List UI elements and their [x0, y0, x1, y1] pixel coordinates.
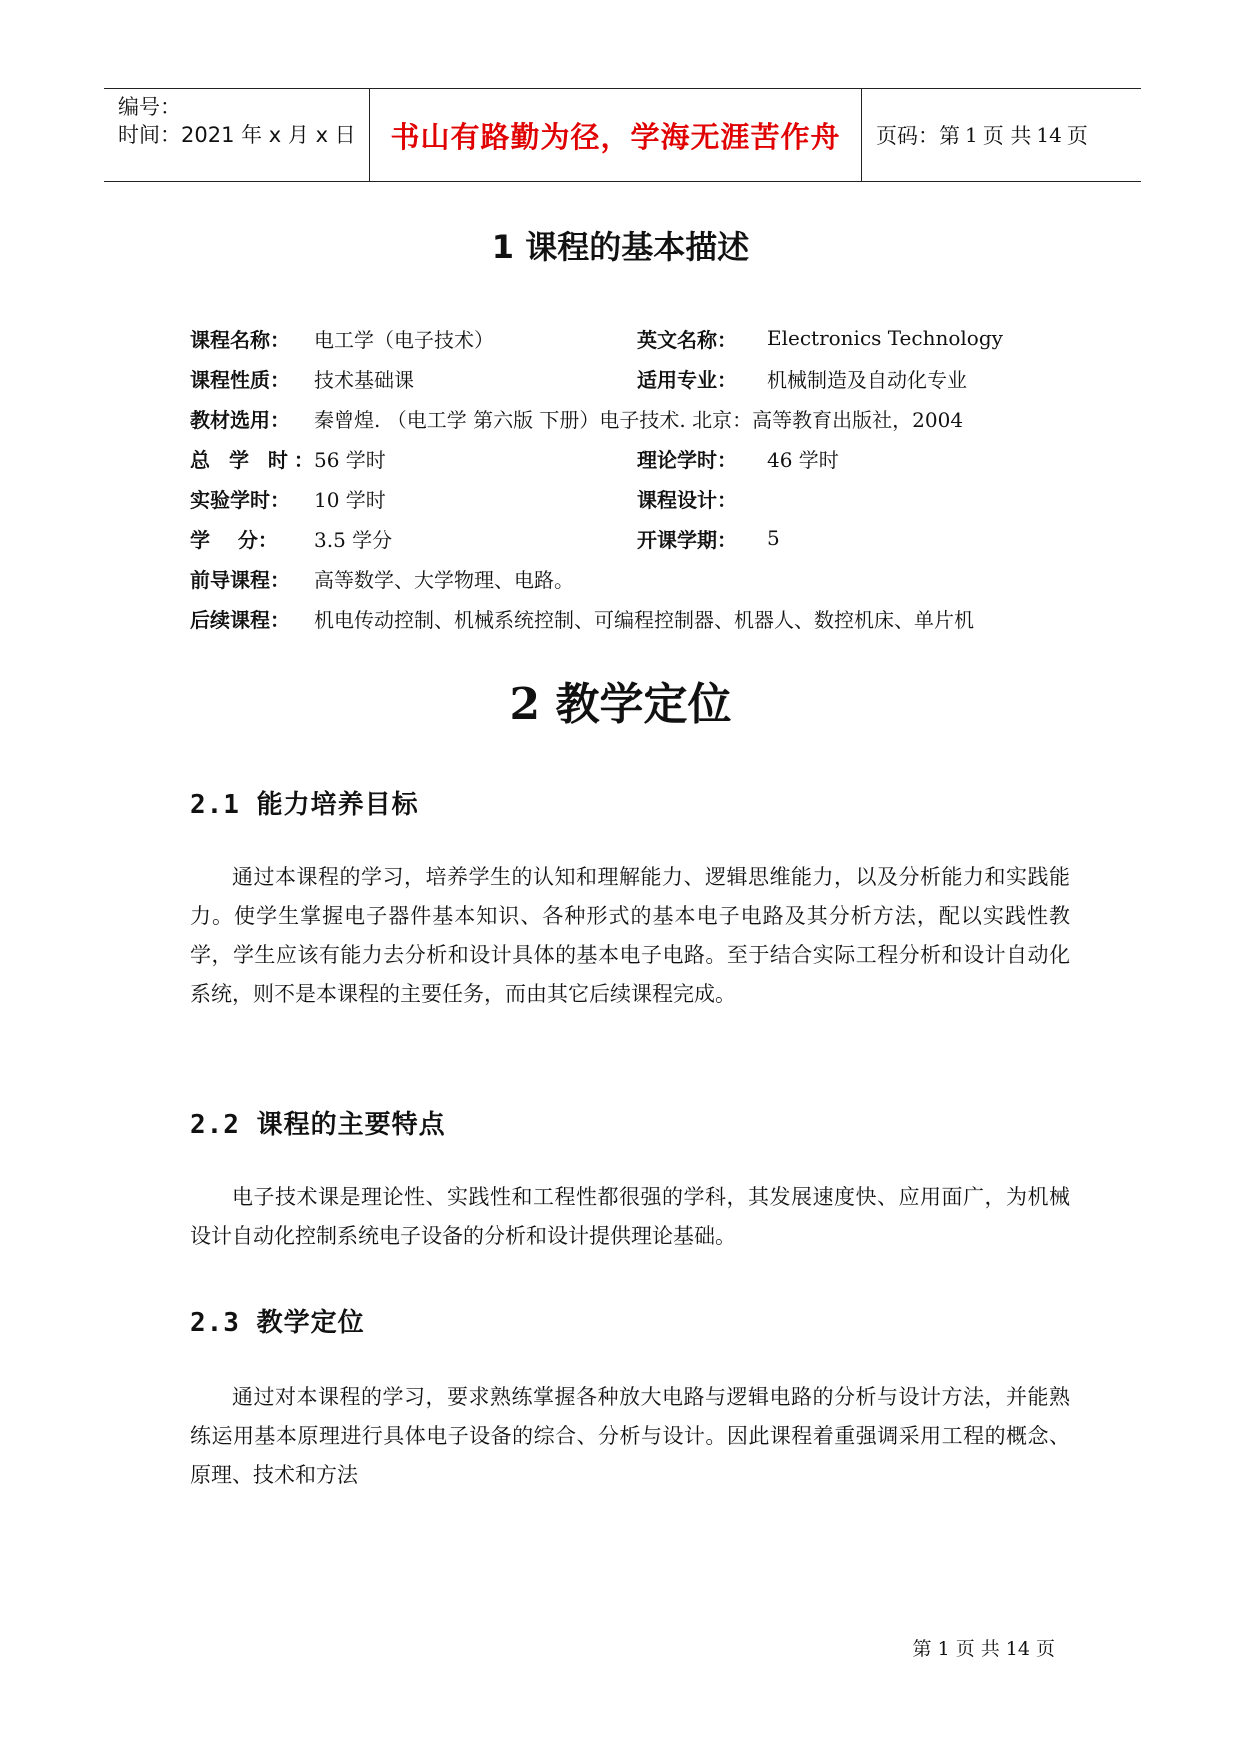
- info-value: 10 学时: [314, 487, 386, 512]
- info-label: 适用专业：: [637, 367, 737, 392]
- info-row-followup: [190, 598, 1070, 638]
- info-row-prereq: [190, 558, 1070, 598]
- info-value: 高等数学、大学物理、电路。: [314, 567, 574, 592]
- info-row-credits: [190, 518, 1070, 558]
- page-suffix: 页: [1066, 124, 1088, 148]
- info-label: 英文名称：: [637, 327, 737, 352]
- info-row-name: [190, 318, 1070, 358]
- info-label: 课程设计：: [637, 487, 737, 512]
- info-label: 课程性质：: [190, 367, 290, 392]
- info-row-textbook: [190, 398, 1070, 438]
- info-row-lab: [190, 478, 1070, 518]
- page-header-table: [104, 88, 1141, 182]
- subsection-2-2-title: 2.2 课程的主要特点: [190, 1110, 446, 1140]
- serial-number-label: 编号：: [118, 95, 181, 119]
- header-motto: 书山有路勤为径，学海无涯苦作舟: [390, 119, 841, 154]
- course-info-table: [190, 318, 1070, 638]
- info-value: 技术基础课: [314, 367, 414, 392]
- info-label: 教材选用：: [190, 407, 290, 432]
- subsection-2-2-text: 电子技术课是理论性、实践性和工程性都很强的学科，其发展速度快、应用面广，为机械设计自动化控制系统电子设备的分析和设计提供理论基础。: [190, 1185, 1070, 1248]
- info-label: 后续课程：: [190, 607, 290, 632]
- subsection-2-1-text: 通过本课程的学习，培养学生的认知和理解能力、逻辑思维能力，以及分析能力和实践能力。使学生掌握电子器件基本知识、各种形式的基本电子电路及其分析方法，配以实践性教学，学生应该有能力去分析和设计具体的基本电子电路。至于结合实际工程分析和设计自动化系统，则不是本课程的主要任务，而由其它后续课程完成。: [190, 865, 1070, 1006]
- info-value: 电工学（电子技术）: [314, 327, 494, 352]
- page-prefix: 页码：第: [876, 124, 960, 148]
- page-mid: 页 共: [982, 124, 1032, 148]
- page-footer: 第 1 页 共 14 页: [912, 1638, 1055, 1660]
- info-label: 学 分：: [190, 527, 278, 552]
- info-value: 秦曾煌. （电工学 第六版 下册）电子技术. 北京：高等教育出版社，2004: [314, 407, 964, 432]
- header-meta-cell: [104, 89, 369, 181]
- info-label: 实验学时：: [190, 487, 290, 512]
- info-value: Electronics Technology: [767, 326, 1003, 350]
- info-label: 开课学期：: [637, 527, 737, 552]
- info-label: 理论学时：: [637, 447, 737, 472]
- subsection-2-3-text: 通过对本课程的学习，要求熟练掌握各种放大电路与逻辑电路的分析与设计方法，并能熟练运用基本原理进行具体电子设备的综合、分析与设计。因此课程着重强调采用工程的概念、原理、技术和方法: [190, 1385, 1070, 1487]
- header-page-cell: [862, 89, 1141, 181]
- info-label: 前导课程：: [190, 567, 290, 592]
- page-total: 14: [1036, 123, 1062, 147]
- info-label: 课程名称：: [190, 327, 290, 352]
- subsection-2-3-title: 2.3 教学定位: [190, 1308, 365, 1338]
- info-value: 机电传动控制、机械系统控制、可编程控制器、机器人、数控机床、单片机: [314, 607, 974, 632]
- info-value: 机械制造及自动化专业: [767, 367, 967, 392]
- info-value: 56 学时: [314, 447, 386, 472]
- section-2-title: 2 教学定位: [509, 679, 732, 730]
- info-value: 46 学时: [767, 447, 839, 472]
- section-1-title: 1 课程的基本描述: [491, 228, 750, 266]
- page-number: 1: [965, 123, 978, 147]
- info-value: 3.5 学分: [314, 527, 393, 552]
- info-row-hours: [190, 438, 1070, 478]
- header-motto-cell: [369, 89, 862, 181]
- date-label: 时间：2021 年 x 月 x 日: [118, 123, 356, 147]
- info-label: 总 学 时：: [190, 447, 320, 472]
- subsection-2-1-title: 2.1 能力培养目标: [190, 790, 419, 820]
- info-value: 5: [767, 526, 780, 550]
- info-row-nature: [190, 358, 1070, 398]
